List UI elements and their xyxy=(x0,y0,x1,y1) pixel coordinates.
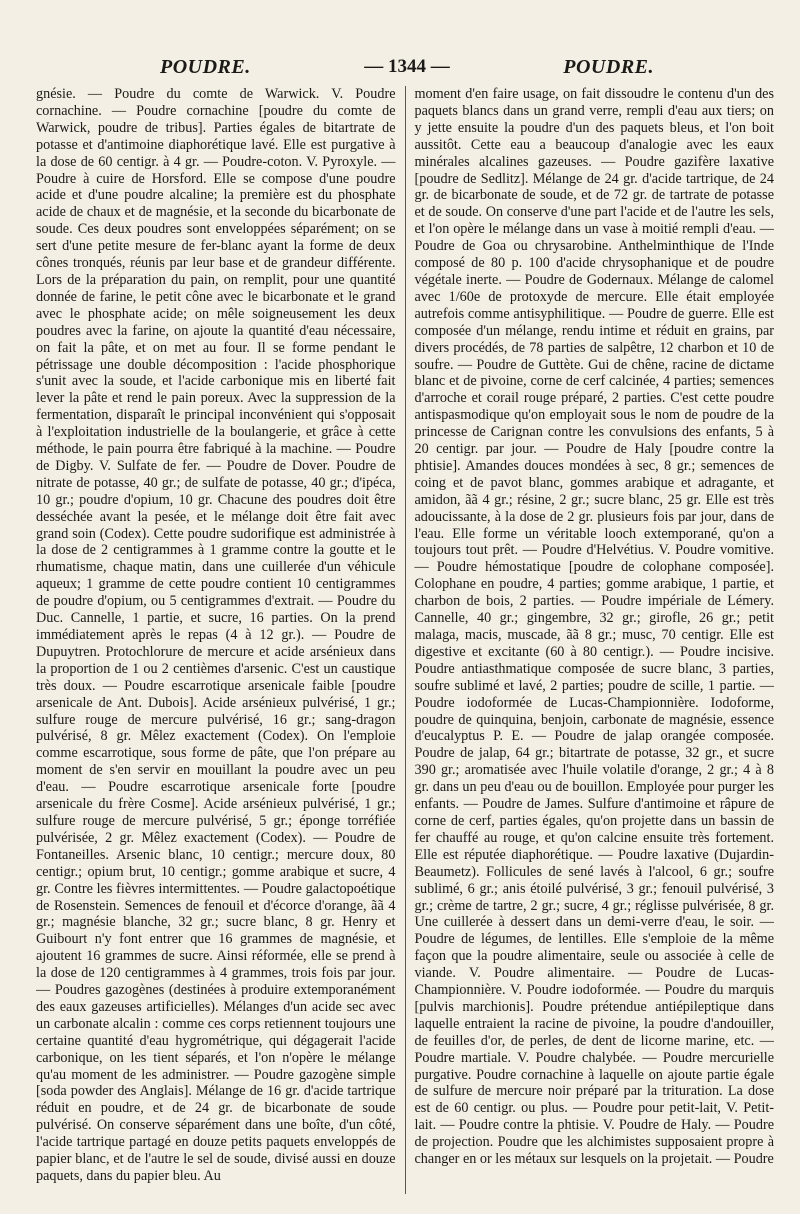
right-column xyxy=(406,86,775,1194)
right-running-title: POUDRE. xyxy=(563,55,654,78)
text-columns xyxy=(36,86,774,1194)
right-column-text: moment d'en faire usage, on fait dissoudre le contenu d'un des paquets blancs dans un grand verre, rempli d'eau aux tiers; on y jette ensuite la poudre d'un des paquets bleus, et l'on boit aussitôt. Cette eau a beaucoup d'analogie avec les eaux minérales alcalines gazeuses. — Poudre gazifère laxative [poudre de Sedlitz]. Mélange de 24 gr. d'acide tartrique, de 24 gr. de bicarbonate de soude, et de 72 gr. de tartrate de potasse et de soude. On conserve d'une part l'acide et de l'autre les sels, et l'on opère le mélange dans un vase à moitié rempli d'eau. — Poudre de Goa ou chrysarobine. Anthelminthique de l'Inde composé de 80 p. 100 d'acide chrysophanique et de poudre végétale inerte. — Poudre de Godernaux. Mélange de calomel avec 1/60e de protoxyde de mercure. Elle était employée autrefois comme antisyphilitique. — Poudre de guerre. Elle est composée d'un mélange, rendu intime et réduit en grains, par divers procédés, de 78 parties de salpêtre, 12 charbon et 10 de soufre. — Poudre de Guttète. Gui de chêne, racine de dictame blanc et de pivoine, corne de cerf calcinée, 4 parties; semences d'arroche et corail rouge préparé, 2 parties. C'est cette poudre antispasmodique qu'on employait sous le nom de poudre de la princesse de Carignan contre les convulsions des enfants, 5 à 20 centigr. par jour. — Poudre de Haly [poudre contre la phtisie]. Amandes douces mondées à sec, 8 gr.; semences de coing et de pavot blanc, gommes arabique et adragante, et amidon, ãã 4 gr.; résine, 2 gr.; sucre blanc, 25 gr. Elle est très adoucissante, à la dose de 2 gr. plusieurs fois par jour, dans de l'eau. Elle forme un véritable looch extemporané, qu'on a toujours tout prêt. — Poudre d'Helvétius. V. Poudre vomitive. — Poudre hémostatique [poudre de colophane composée]. Colophane en poudre, 4 parties; gomme arabique, 1 partie, et charbon de bois, 2 parties. — Poudre impériale de Lémery. Cannelle, 40 gr.; gingembre, 32 gr.; girofle, 26 gr.; petit malaga, macis, muscade, ãã 8 gr.; musc, 70 centigr. Elle est digestive et excitante (60 à 80 centigr.). — Poudre incisive. Poudre antiasthmatique composée de sucre blanc, 3 parties, soufre sublimé et lavé, 2 parties; poudre de scille, 1 partie. — Poudre iodoformée de Lucas-Championnière. Iodoforme, poudre de quinquina, benjoin, carbonate de magnésie, essence d'eucalyptus P. E. — Poudre de jalap orangée composée. Poudre de jalap, 64 gr.; bitartrate de potasse, 32 gr., et sucre 390 gr.; aromatisée avec l'huile volatile d'orange, 2 gr.; 4 à 8 gr. dans un peu d'eau ou de bouillon. Employée pour purger les enfants. — Poudre de James. Sulfure d'antimoine et râpure de corne de cerf, parties égales, qu'on projette dans un bassin de fer chauffé au rouge, et qu'on calcine ensuite très fortement. Elle est réputée diaphorétique. — Poudre laxative (Dujardin-Beaumetz). Follicules de sené lavés à l'alcool, 6 gr.; soufre sublimé, 6 gr.; anis étoilé pulvérisé, 3 gr.; fenouil pulvérisé, 3 gr.; crème de tartre, 2 gr.; sucre, 4 gr.; réglisse pulvérisée, 8 gr. Une cuillerée à dessert dans un demi-verre d'eau, le soir. — Poudre de légumes, de lentilles. Elle s'emploie de la même façon que la poudre alimentaire, seule ou associée à celle de viande. V. Poudre alimentaire. — Poudre de Lucas-Championnière. V. Poudre iodoformée. — Poudre du marquis [pulvis marchionis]. Poudre prétendue antiépileptique dans laquelle entraient la racine de pivoine, la poudre d'andouiller, de feuilles d'or, de perles, de dent de licorne marine, etc. — Poudre martiale. V. Poudre chalybée. — Poudre mercurielle purgative. Poudre cornachine à laquelle on ajoute partie égale de sulfure de mercure noir préparé par la trituration. La dose est de 60 centigr. ou plus. — Poudre pour petit-lait, V. Petit-lait. — Poudre contre la phtisie. V. Poudre de Haly. — Poudre de projection. Poudre que les alchimistes supposaient propre à changer en or les métaux sur lesquels on la projetait. — Poudre xyxy=(414,86,774,1168)
left-column xyxy=(36,86,405,1194)
page-number: — 1344 — xyxy=(364,56,450,77)
running-header xyxy=(36,52,774,82)
left-running-title: POUDRE. xyxy=(160,55,251,78)
left-column-text: gnésie. — Poudre du comte de Warwick. V. Poudre cornachine. — Poudre cornachine [poudre du comte de Warwick, poudre de tribus]. Parties égales de bitartrate de potasse et d'antimoine diaphorétique lavé. Elle est purgative à la dose de 60 centigr. à 4 gr. — Poudre-coton. V. Pyroxyle. — Poudre à cuire de Horsford. Elle se compose d'une poudre acide et d'une poudre alcaline; la première est du phosphate acide de chaux et de magnésie, et la seconde du bicarbonate de soude. Ces deux poudres sont enveloppées séparément; on se sert d'une petite mesure de fer-blanc ayant la forme de deux cônes tronqués, réunis par leur base et de grandeur différente. Lors de la préparation du pain, on remplit, pour une quantité donnée de farine, le petit cône avec le bicarbonate et le grand avec le phosphate acide; on mêle soigneusement les deux poudres avec la farine, on ajoute la quantité d'eau nécessaire, on fait la pâte, et on met au four. Il se forme pendant le pétrissage une double décomposition : l'acide phosphorique s'unit avec la soude, et l'acide carbonique mis en liberté fait lever la pâte et rend le pain poreux. Avec la suppression de la fermentation, disparaît le principal inconvénient qui s'opposait à l'exploitation industrielle de la boulangerie, et grâce à cette méthode, le pain pourra être fabriqué à la machine. — Poudre de Digby. V. Sulfate de fer. — Poudre de Dover. Poudre de nitrate de potasse, 40 gr.; de sulfate de potasse, 40 gr.; d'ipéca, 10 gr.; poudre d'opium, 10 gr. Chacune des poudres doit être desséchée avant la pesée, et le mélange doit être fait avec grand soin (Codex). Cette poudre sudorifique est administrée à la dose de 2 centigrammes à 1 gramme contre la goutte et le rhumatisme, chaque matin, dans une cuillerée d'un véhicule aqueux; 1 gramme de cette poudre contient 10 centigrammes de poudre d'opium, ou 5 centigrammes d'extrait. — Poudre du Duc. Cannelle, 1 partie, et sucre, 16 parties. On la prend immédiatement après le repas (4 à 12 gr.). — Poudre de Dupuytren. Protochlorure de mercure et acide arsénieux dans la proportion de 1 ou 2 centièmes d'arsenic. C'est un caustique très doux. — Poudre escarrotique arsenicale faible [poudre arsenicale de Ant. Dubois]. Acide arsénieux pulvérisé, 1 gr.; sulfure rouge de mercure pulvérisé, 16 gr.; sang-dragon pulvérisé, 8 gr. Mêlez exactement (Codex). On l'emploie comme escarrotique, sous forme de pâte, que l'on prépare au moment de s'en servir en mouillant la poudre avec un peu d'eau. — Poudre escarrotique arsenicale forte [poudre arsenicale du frère Cosme]. Acide arsénieux pulvérisé, 1 gr.; sulfure rouge de mercure pulvérisé, 5 gr.; éponge torréfiée pulvérisée, 2 gr. Mêlez exactement (Codex). — Poudre de Fontaneilles. Arsenic blanc, 10 centigr.; mercure doux, 80 centigr.; opium brut, 10 centigr.; gomme arabique et sucre, 4 gr. Contre les fièvres intermittentes. — Poudre galactopoétique de Rosenstein. Semences de fenouil et d'écorce d'orange, ãã 4 gr.; magnésie blanche, 32 gr.; sucre blanc, 8 gr. Henry et Guibourt n'y font entrer que 16 grammes de magnésie, et ajoutent 16 grammes de sucre. Ainsi réformée, elle se prend à la dose de 120 centigrammes à 4 grammes, trois fois par jour. — Poudres gazogènes (destinées à produire extemporanément des eaux gazeuses artificielles). Mélanges d'un acide sec avec un carbonate alcalin : comme ces corps retiennent toujours une certaine quantité d'eau hygrométrique, qui dégagerait l'acide carbonique, on les tient séparés, et l'on n'opère le mélange qu'au moment de les administrer. — Poudre gazogène simple [soda powder des Anglais]. Mélange de 16 gr. d'acide tartrique réduit en poudre, et de 24 gr. de bicarbonate de soude pulvérisé. On conserve séparément dans une boîte, d'un côté, l'acide tartrique partagé en douze petits paquets enveloppés de papier blanc, et de l'autre le sel de soude, divisé aussi en douze paquets, dans du papier bleu. Au xyxy=(36,86,396,1184)
